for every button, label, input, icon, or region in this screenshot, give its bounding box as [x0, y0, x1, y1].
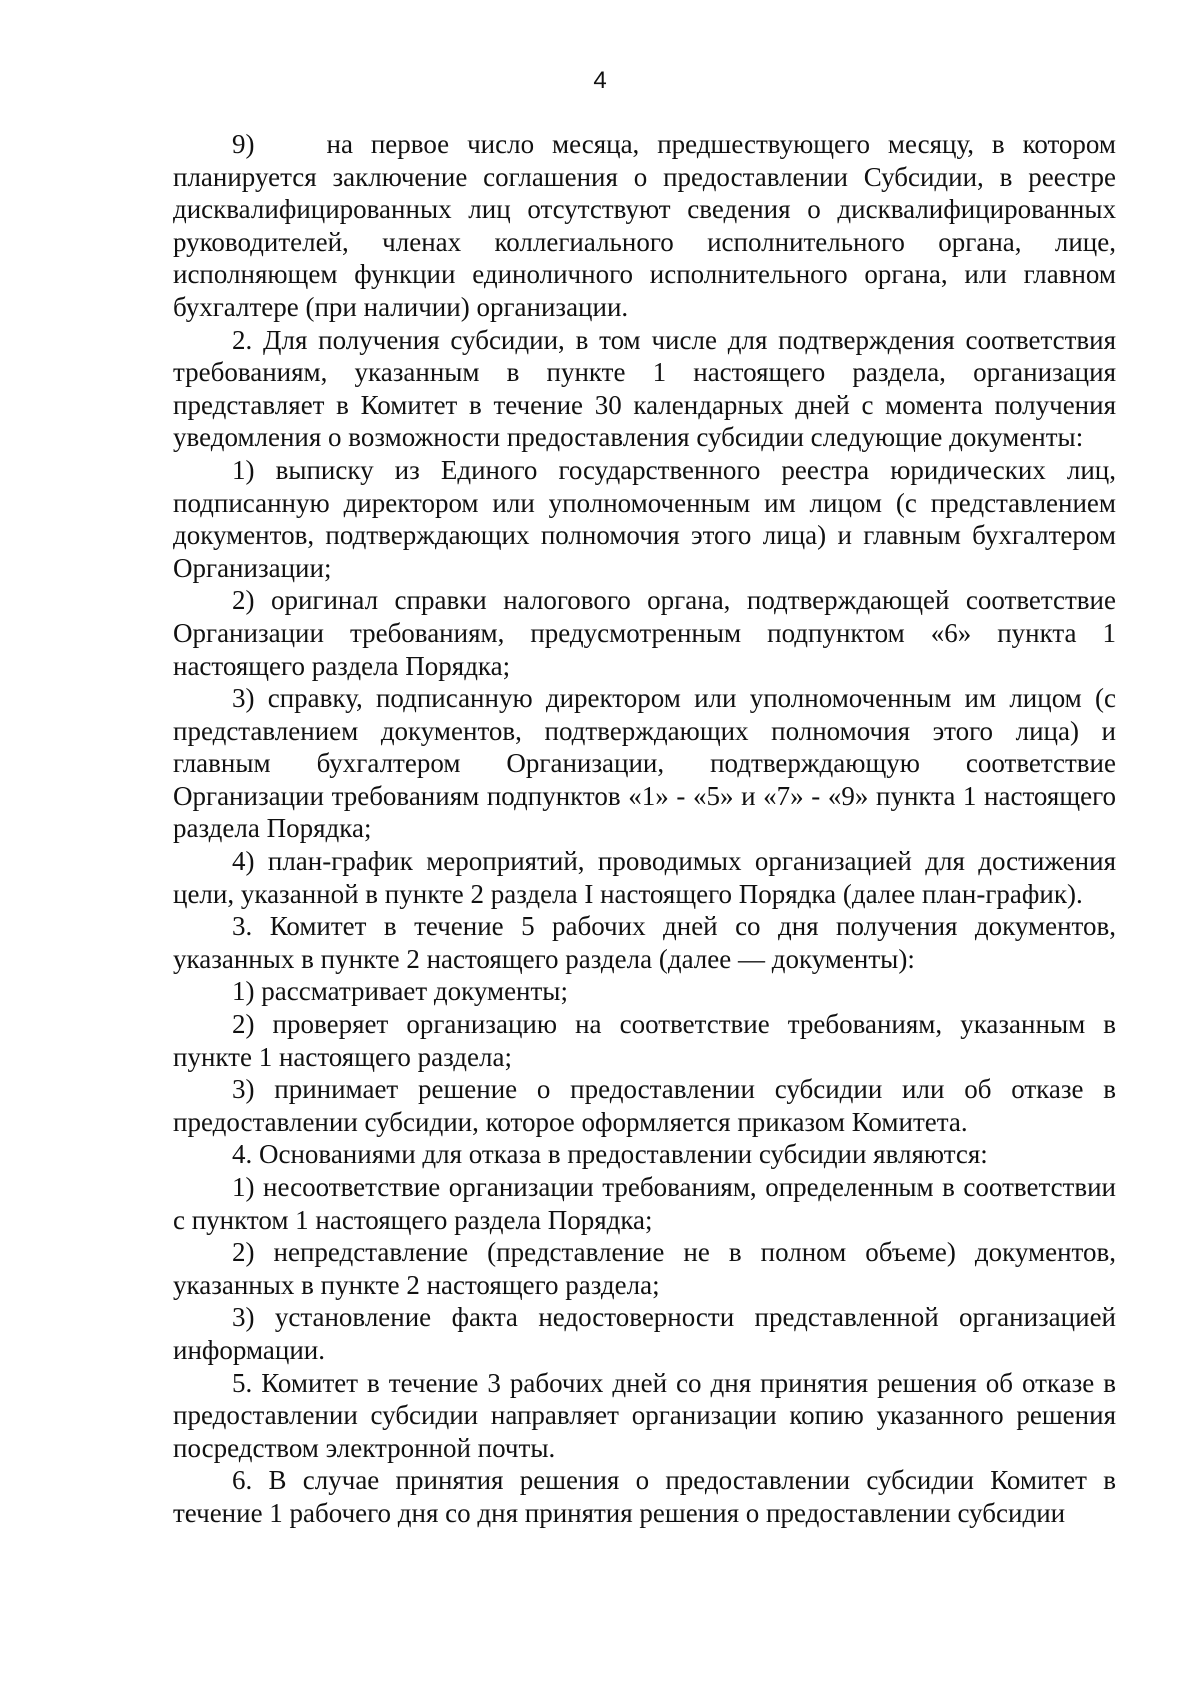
page-number: 4 [593, 67, 607, 94]
paragraph-clause-4-item-2: 2) непредставление (представление не в полном объеме) документов, указанных в пункте 2 настоящего раздела; [173, 1237, 1116, 1300]
paragraph-clause-4: 4. Основаниями для отказа в предоставлении субсидии являются: [232, 1139, 988, 1170]
item-marker: 9) [232, 129, 255, 159]
document-body [173, 128, 1116, 1530]
paragraph-clause-2: 2. Для получения субсидии, в том числе для подтверждения соответствия требованиям, указанным в пункте 1 настоящего раздела, организация представляет в Комитет в течение 30 календарных дней с момента получения уведомления о возможности предоставления субсидии следующие документы: [173, 324, 1116, 453]
paragraph-text: на первое число месяца, предшествующего месяцу, в котором планируется заключение соглашения о предоставлении Субсидии, в реестре дисквалифицированных лиц отсутствуют сведения о дисквалифицированных руководителей, членах коллегиального исполнительного органа, лице, исполняющем функции единоличного исполнительного органа, или главном бухгалтере (при наличии) организации. [173, 129, 1116, 322]
paragraph-item-9 [173, 128, 1116, 324]
paragraph-clause-2-item-4: 4) план-график мероприятий, проводимых организацией для достижения цели, указанной в пункте 2 раздела I настоящего Порядка (далее план-график). [173, 846, 1116, 909]
paragraph-clause-3-item-3: 3) принимает решение о предоставлении субсидии или об отказе в предоставлении субсидии, которое оформляется приказом Комитета. [173, 1074, 1116, 1137]
paragraph-clause-6: 6. В случае принятия решения о предоставлении субсидии Комитет в течение 1 рабочего дня со дня принятия решения о предоставлении субсидии [173, 1465, 1116, 1528]
paragraph-clause-4-item-1: 1) несоответствие организации требованиям, определенным в соответствии с пунктом 1 настоящего раздела Порядка; [173, 1172, 1116, 1235]
paragraph-clause-2-item-1: 1) выписку из Единого государственного реестра юридических лиц, подписанную директором или уполномоченным им лицом (с представлением документов, подтверждающих полномочия этого лица) и главным бухгалтером Организации; [173, 454, 1116, 583]
paragraph-clause-3: 3. Комитет в течение 5 рабочих дней со дня получения документов, указанных в пункте 2 настоящего раздела (далее — документы): [173, 911, 1116, 974]
paragraph-clause-5: 5. Комитет в течение 3 рабочих дней со дня принятия решения об отказе в предоставлении субсидии направляет организации копию указанного решения посредством электронной почты. [173, 1367, 1116, 1463]
paragraph-clause-3-item-2: 2) проверяет организацию на соответствие требованиям, указанным в пункте 1 настоящего раздела; [173, 1009, 1116, 1072]
paragraph-clause-3-item-1: 1) рассматривает документы; [232, 976, 568, 1007]
paragraph-clause-4-item-3: 3) установление факта недостоверности представленной организацией информации. [173, 1302, 1116, 1365]
paragraph-clause-2-item-3: 3) справку, подписанную директором или уполномоченным им лицом (с представлением документов, подтверждающих полномочия этого лица) и главным бухгалтером Организации, подтверждающую соответствие Организации требованиям подпунктов «1» - «5» и «7» - «9» пункта 1 настоящего раздела Порядка; [173, 683, 1116, 844]
paragraph-clause-2-item-2: 2) оригинал справки налогового органа, подтверждающей соответствие Организации требованиям, предусмотренным подпунктом «6» пункта 1 настоящего раздела Порядка; [173, 585, 1116, 681]
